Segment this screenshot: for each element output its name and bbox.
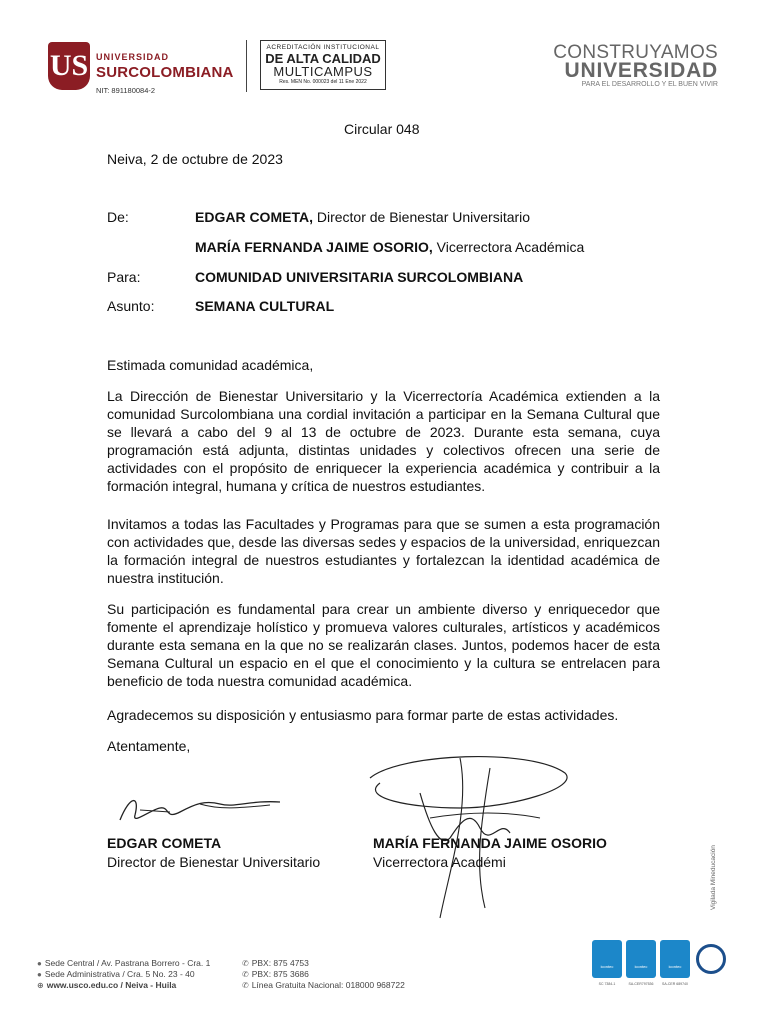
location-pin-icon: ● [37, 970, 42, 979]
footer-phone-2 [242, 969, 405, 980]
signatory-2-role: Vicerrectora Académi [373, 854, 506, 870]
university-name: SURCOLOMBIANA [96, 64, 234, 81]
cert-code-3: SA-CER 689740 [662, 982, 688, 986]
phone-text-1: PBX: 875 4753 [251, 958, 309, 968]
footer-address-2 [37, 969, 210, 980]
footer-phone-1 [242, 958, 405, 969]
icontec-cert-3 [660, 940, 690, 978]
cert-code-1: SC 7384-1 [598, 982, 616, 986]
location-pin-icon: ● [37, 959, 42, 968]
cert-label-2: icontec [634, 964, 648, 969]
phone-text-2: PBX: 875 3686 [251, 969, 309, 979]
slogan-line2: UNIVERSIDAD [564, 59, 718, 82]
address-text-2: Sede Administrativa / Cra. 5 No. 23 - 40 [44, 969, 195, 979]
from-line-2 [195, 238, 584, 256]
accreditation-line2: DE ALTA CALIDAD [265, 51, 381, 66]
footer-website[interactable] [37, 980, 210, 991]
footer-addresses [37, 958, 210, 991]
signatory-1-name: EDGAR COMETA [107, 835, 222, 851]
from-role-1: Director de Bienestar Universitario [312, 209, 531, 225]
closing: Atentamente, [107, 738, 191, 754]
globe-icon: ⊕ [37, 981, 44, 990]
university-logo: US [48, 42, 90, 90]
cert-label-3: icontec [668, 964, 682, 969]
circular-number: Circular 048 [344, 121, 420, 137]
from-name-1: EDGAR COMETA, [195, 209, 313, 225]
website-text[interactable]: www.usco.edu.co / Neiva - Huila [46, 980, 177, 990]
accreditation-line3: MULTICAMPUS [273, 64, 373, 79]
paragraph-1: La Dirección de Bienestar Universitario y la Vicerrectoría Académica extienden a la comunidad Surcolombiana una cordial invitación a participar en la Semana Cultural que se llevará a cabo del 9 al 13 de octubre de 2023. Durante esta semana, cuya programación está adjunta, distintas unidades y colectivos ofrecen una serie de actividades con el propósito de enriquecer la experiencia académica y contribuir a la formación integral, humana y crítica de nuestros estudiantes. [107, 388, 660, 494]
from-label: De: [107, 209, 129, 225]
footer-phone-3 [242, 980, 405, 991]
accreditation-line1: ACREDITACIÓN INSTITUCIONAL [266, 44, 380, 51]
address-text-1: Sede Central / Av. Pastrana Borrero - Cra. 1 [44, 958, 211, 968]
greeting: Estimada comunidad académica, [107, 357, 314, 373]
signature-1-image [110, 790, 290, 830]
nit-number: NIT: 891180084-2 [96, 86, 156, 95]
accreditation-line4: Res. MEN No. 000023 del 11 Ene 2022 [279, 79, 367, 85]
icontec-cert-2 [626, 940, 656, 978]
paragraph-2: Invitamos a todas las Facultades y Programas para que se sumen a esta programación con actividades que, desde las diversas sedes y espacios de la universidad, enriquezcan la formación integral de nuestros estudiantes y fortalezcan la identidad académica de nuestra institución. [107, 516, 660, 586]
phone-icon: ✆ [242, 959, 249, 968]
cert-label-1: icontec [600, 964, 614, 969]
icontec-cert-1 [592, 940, 622, 978]
subject-label: Asunto: [107, 298, 155, 314]
slogan-line3: PARA EL DESARROLLO Y EL BUEN VIVIR [581, 81, 718, 88]
from-line-1 [195, 208, 530, 226]
university-label: UNIVERSIDAD [96, 52, 170, 62]
phone-icon: ✆ [242, 981, 249, 990]
subject-value: SEMANA CULTURAL [195, 298, 335, 314]
to-recipient: COMUNIDAD UNIVERSITARIA SURCOLOMBIANA [195, 269, 524, 285]
accreditation-seal [260, 40, 386, 90]
signatory-1 [107, 835, 320, 871]
iqnet-seal-icon [696, 944, 726, 974]
signatory-1-role: Director de Bienestar Universitario [107, 854, 321, 870]
letter-date: Neiva, 2 de octubre de 2023 [107, 151, 283, 167]
from-role-2: Vicerrectora Académica [432, 239, 585, 255]
from-name-2: MARÍA FERNANDA JAIME OSORIO, [195, 239, 433, 255]
paragraph-4: Agradecemos su disposición y entusiasmo para formar parte de estas actividades. [107, 707, 619, 723]
phone-icon: ✆ [242, 970, 249, 979]
slogan-line1: CONSTRUYAMOS [553, 42, 718, 63]
footer-address-1 [37, 958, 210, 969]
header-divider [246, 40, 247, 92]
phone-text-3: Línea Gratuita Nacional: 018000 968722 [251, 980, 405, 990]
signatory-2 [373, 835, 607, 871]
cert-code-2: SA-CER797536 [628, 982, 654, 986]
footer-phones [242, 958, 405, 991]
signatory-2-name: MARÍA FERNANDA JAIME OSORIO [373, 835, 607, 851]
vertical-note: Vigilada Mineducación [710, 845, 717, 910]
to-label: Para: [107, 269, 141, 285]
paragraph-3: Su participación es fundamental para crear un ambiente diverso y enriquecedor que fomente el aprendizaje holístico y promueva valores culturales, artísticos y académicos durante esta semana en la que no se realizarán clases. Juntos, podemos hacer de esta Semana Cultural un espacio en el que el conocimiento y la cultura se entrelacen para beneficio de toda nuestra comunidad académica. [107, 601, 660, 689]
